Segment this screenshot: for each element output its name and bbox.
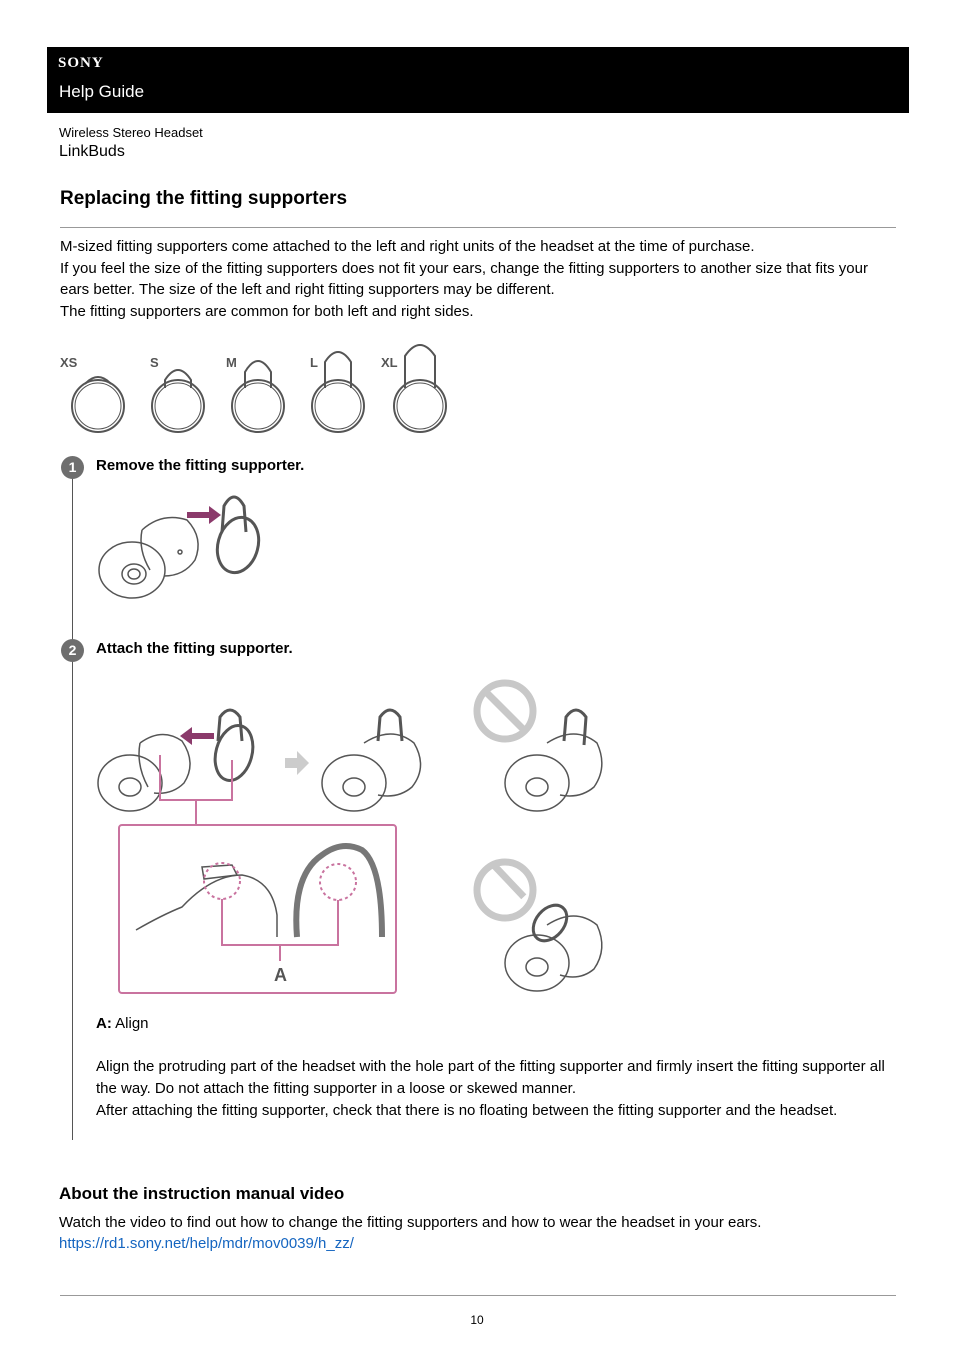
- page-number: 10: [470, 1313, 484, 1327]
- step-number-1: 1: [61, 456, 84, 479]
- step-2-paragraph: Align the protruding part of the headset with the hole part of the fitting supporter and firmly insert the fitting supporter all the way. Do not attach the fitting supporter in a loose or skewed manner.: [96, 1058, 885, 1097]
- step-2-text: Attach the fitting supporter.: [96, 640, 293, 657]
- size-label-s: S: [150, 355, 159, 370]
- size-label-m: M: [226, 355, 237, 370]
- figure-legend: [96, 1015, 149, 1032]
- video-description: Watch the video to find out how to change the fitting supporters and how to wear the headset in your ears.: [59, 1214, 762, 1231]
- product-category: Wireless Stereo Headset: [59, 125, 203, 140]
- footer-divider: [60, 1295, 896, 1296]
- intro-paragraph: The fitting supporters are common for both left and right sides.: [60, 302, 474, 320]
- attach-supporter-illustration: [92, 675, 612, 1000]
- size-label-xs: XS: [60, 355, 78, 370]
- size-label-xl: XL: [381, 355, 398, 370]
- legend-value: Align: [115, 1015, 149, 1032]
- step-1-text: Remove the fitting supporter.: [96, 457, 305, 474]
- page-title: Replacing the fitting supporters: [60, 188, 348, 209]
- product-name: LinkBuds: [59, 143, 125, 160]
- video-link[interactable]: https://rd1.sony.net/help/mdr/mov0039/h_zz/: [59, 1235, 354, 1252]
- title-divider: [60, 227, 896, 228]
- intro-paragraph: If you feel the size of the fitting supporters does not fit your ears, change the fitting supporters to another size that fits your ears better. The size of the left and right fitting supporters may be different.: [60, 259, 868, 298]
- intro-text: [60, 236, 896, 322]
- callout-label-a: A: [274, 965, 287, 985]
- step-2-description: [96, 1056, 896, 1122]
- steps-connector-line: [72, 470, 73, 1140]
- sony-logo: SONY: [58, 55, 104, 71]
- step-2-paragraph: After attaching the fitting supporter, check that there is no floating between the fitting supporter and the headset.: [96, 1102, 838, 1119]
- help-guide-label: Help Guide: [59, 82, 145, 101]
- video-section-title: About the instruction manual video: [59, 1184, 345, 1203]
- fitting-supporter-sizes-illustration: [58, 340, 458, 440]
- size-label-l: L: [310, 355, 318, 370]
- remove-supporter-illustration: [92, 490, 272, 605]
- header-bar: [47, 47, 909, 113]
- legend-key: A:: [96, 1015, 112, 1032]
- step-number-2: 2: [61, 639, 84, 662]
- intro-paragraph: M-sized fitting supporters come attached to the left and right units of the headset at the time of purchase.: [60, 238, 755, 255]
